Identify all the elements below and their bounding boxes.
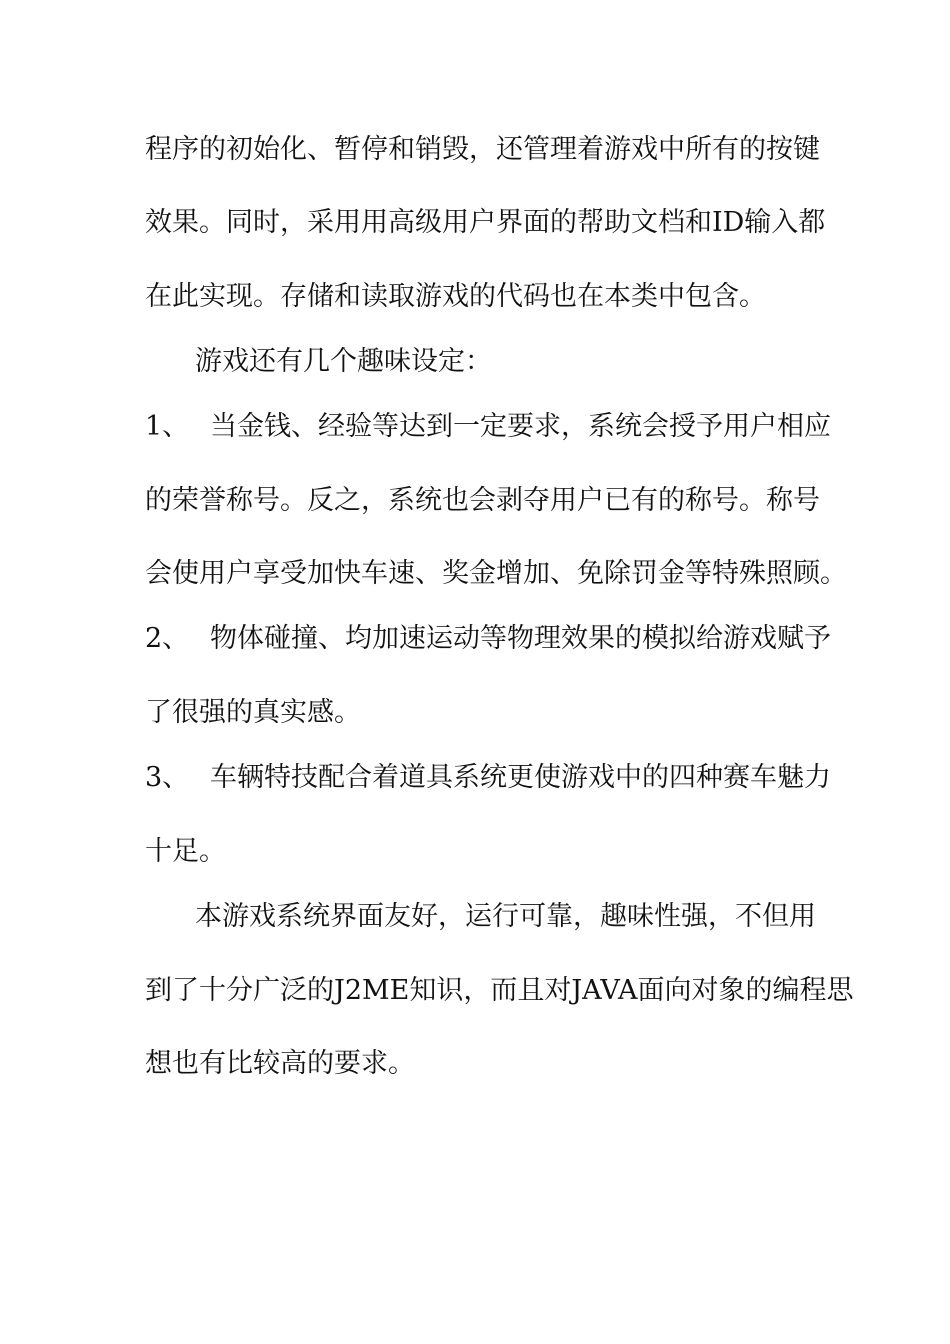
list-item-text: 当金钱、经验等达到一定要求，系统会授予用户相应 <box>210 411 831 442</box>
text-line: 本游戏系统界面友好，运行可靠，趣味性强，不但用 <box>195 901 816 932</box>
list-item-text: 物体碰撞、均加速运动等物理效果的模拟给游戏赋予 <box>210 623 831 654</box>
text-line: 在此实现。存储和读取游戏的代码也在本类中包含。 <box>145 281 766 312</box>
text-line: 到了十分广泛的J2ME知识，而且对JAVA面向对象的编程思 <box>145 975 854 1006</box>
list-item-number: 1、 <box>145 411 190 442</box>
text-line: 效果。同时，采用用高级用户界面的帮助文档和ID输入都 <box>145 207 826 238</box>
text-line: 程序的初始化、暂停和销毁，还管理着游戏中所有的按键 <box>145 134 820 165</box>
list-item-number: 2、 <box>145 623 190 654</box>
text-line: 了很强的真实感。 <box>145 697 361 728</box>
list-item-number: 3、 <box>145 762 190 793</box>
text-line: 想也有比较高的要求。 <box>145 1048 415 1079</box>
paragraph-heading: 游戏还有几个趣味设定： <box>195 346 492 377</box>
text-line: 十足。 <box>145 836 226 867</box>
text-line: 会使用户享受加快车速、奖金增加、免除罚金等特殊照顾。 <box>145 558 847 589</box>
list-item-text: 车辆特技配合着道具系统更使游戏中的四种赛车魅力 <box>210 762 831 793</box>
text-line: 的荣誉称号。反之，系统也会剥夺用户已有的称号。称号 <box>145 485 820 516</box>
